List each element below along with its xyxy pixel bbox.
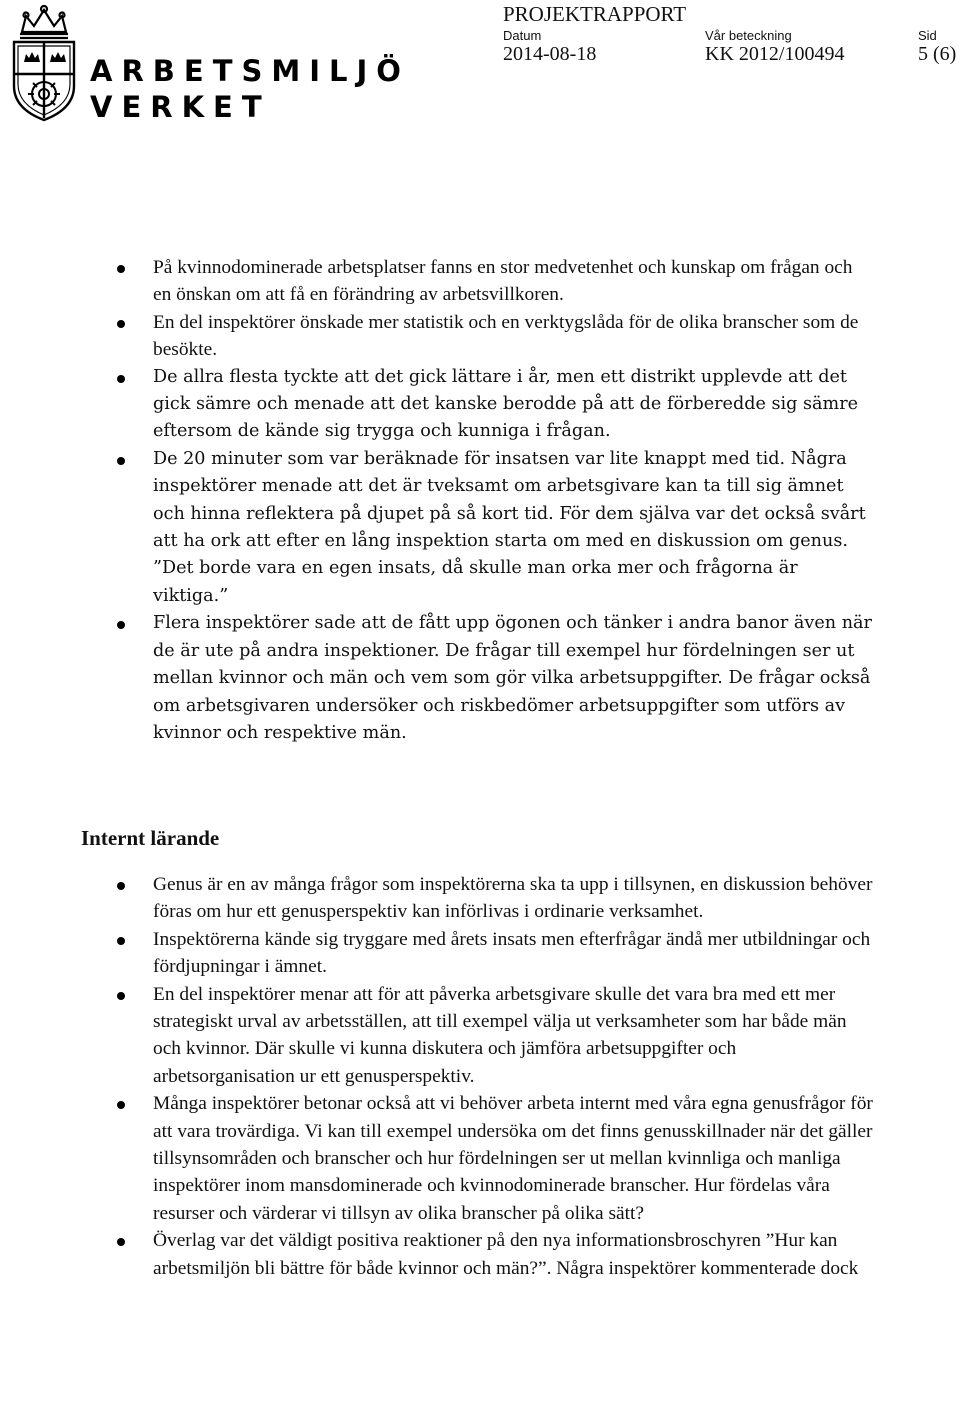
bullet-icon	[117, 1101, 125, 1109]
logo-line-1: ARBETSMILJÖ	[90, 54, 410, 88]
date-value: 2014-08-18	[503, 43, 597, 65]
bullet-icon	[117, 375, 125, 383]
list-item	[0, 309, 873, 364]
bullet-icon	[117, 265, 125, 273]
list-item	[0, 871, 873, 926]
list-item-text: Inspektörerna kände sig tryggare med årets insats men efterfrågar ändå mer utbildningar och fördjupningar i ämnet.	[153, 928, 871, 978]
bullet-icon	[117, 882, 125, 890]
list-item-text: Överlag var det väldigt positiva reaktioner på den nya informationsbroschyren ”Hur kan arbetsmiljön bli bättre för både kvinnor och män?”. Några inspektörer kommenterade dock	[153, 1230, 859, 1279]
list-item	[0, 254, 873, 309]
list-item-text: Flera inspektörer sade att de fått upp ögonen och tänker i andra banor även när de är ute på andra inspektioner. De frågar till exempel hur fördelningen ser ut mellan kvinnor och män och vem som gör vilka arbetsuppgifter. De frågar också om arbetsgivaren undersöker och riskbedömer arbetsuppgifter som utförs av kvinnor och respektive män.	[153, 613, 872, 743]
reference-label: Vår beteckning	[705, 28, 792, 43]
list-item-text: En del inspektörer menar att för att påverka arbetsgivare skulle det vara bra med ett mer strategiskt urval av arbetsställen, att till exempel välja ut verksamheter som har både män och kvinnor. Där skulle vi kunna diskutera och jämföra arbetsuppgifter och arbetsorganisation ur ett genusperspektiv.	[153, 983, 847, 1087]
document-type: PROJEKTRAPPORT	[503, 2, 687, 26]
list-item	[0, 1227, 873, 1282]
page-label: Sid	[918, 28, 937, 43]
list-item-text: Genus är en av många frågor som inspektörerna ska ta upp i tillsynen, en diskussion behöver föras om hur ett genusperspektiv kan införlivas i ordinarie verksamhet.	[153, 874, 873, 923]
agency-logo	[4, 4, 410, 124]
section-heading: Internt lärande	[81, 826, 220, 850]
bullet-icon	[117, 457, 125, 465]
bullet-icon	[117, 937, 125, 945]
bullet-icon	[117, 621, 125, 629]
internal-learning-list	[0, 871, 873, 1282]
crest-icon	[4, 4, 84, 122]
list-item	[0, 364, 873, 446]
logo-line-2: VERKET	[90, 90, 271, 124]
list-item-text: På kvinnodominerade arbetsplatser fanns en stor medvetenhet och kunskap om frågan och en önskan om att få en förändring av arbetsvillkoren.	[153, 257, 853, 306]
list-item	[0, 981, 873, 1091]
list-item	[0, 1090, 873, 1227]
list-item	[0, 446, 873, 610]
list-item	[0, 610, 873, 747]
page-number: 5 (6)	[918, 43, 957, 65]
list-item-text: De 20 minuter som var beräknade för insatsen var lite knappt med tid. Några inspektörer menade att det är tveksamt om arbetsgivare kan ta till sig ämnet och hinna reflektera på djupet på så kort tid. För dem själva var det också svårt att ha ork att efter en lång inspektion starta om med en diskussion om genus. ”Det borde vara en egen insats, då skulle man orka mer och frågorna är viktiga.”	[153, 448, 866, 606]
list-item-text: En del inspektörer önskade mer statistik och en verktygslåda för de olika branscher som de besökte.	[153, 311, 859, 361]
bullet-icon	[117, 320, 125, 328]
findings-list	[0, 254, 873, 747]
date-label: Datum	[503, 28, 542, 43]
list-item-text: Många inspektörer betonar också att vi behöver arbeta internt med våra egna genusfrågor för att vara trovärdiga. Vi kan till exempel undersöka om det finns genusskillnader när det gäller tillsynsområden och branscher och hur fördelningen ser ut mellan kvinnliga och manliga inspektörer inom mansdominerade och kvinnodominerade branscher. Hur fördelas våra resurser och värderar vi tillsyn av olika branscher på olika sätt?	[153, 1093, 873, 1224]
bullet-icon	[117, 992, 125, 1000]
bullet-icon	[117, 1238, 125, 1246]
list-item-text: De allra flesta tyckte att det gick lättare i år, men ett distrikt upplevde att det gick sämre och menade att det kanske berodde på att de förberedde sig sämre eftersom de kände sig trygga och kunniga i frågan.	[153, 366, 859, 442]
list-item	[0, 926, 873, 981]
reference-value: KK 2012/100494	[705, 43, 845, 65]
